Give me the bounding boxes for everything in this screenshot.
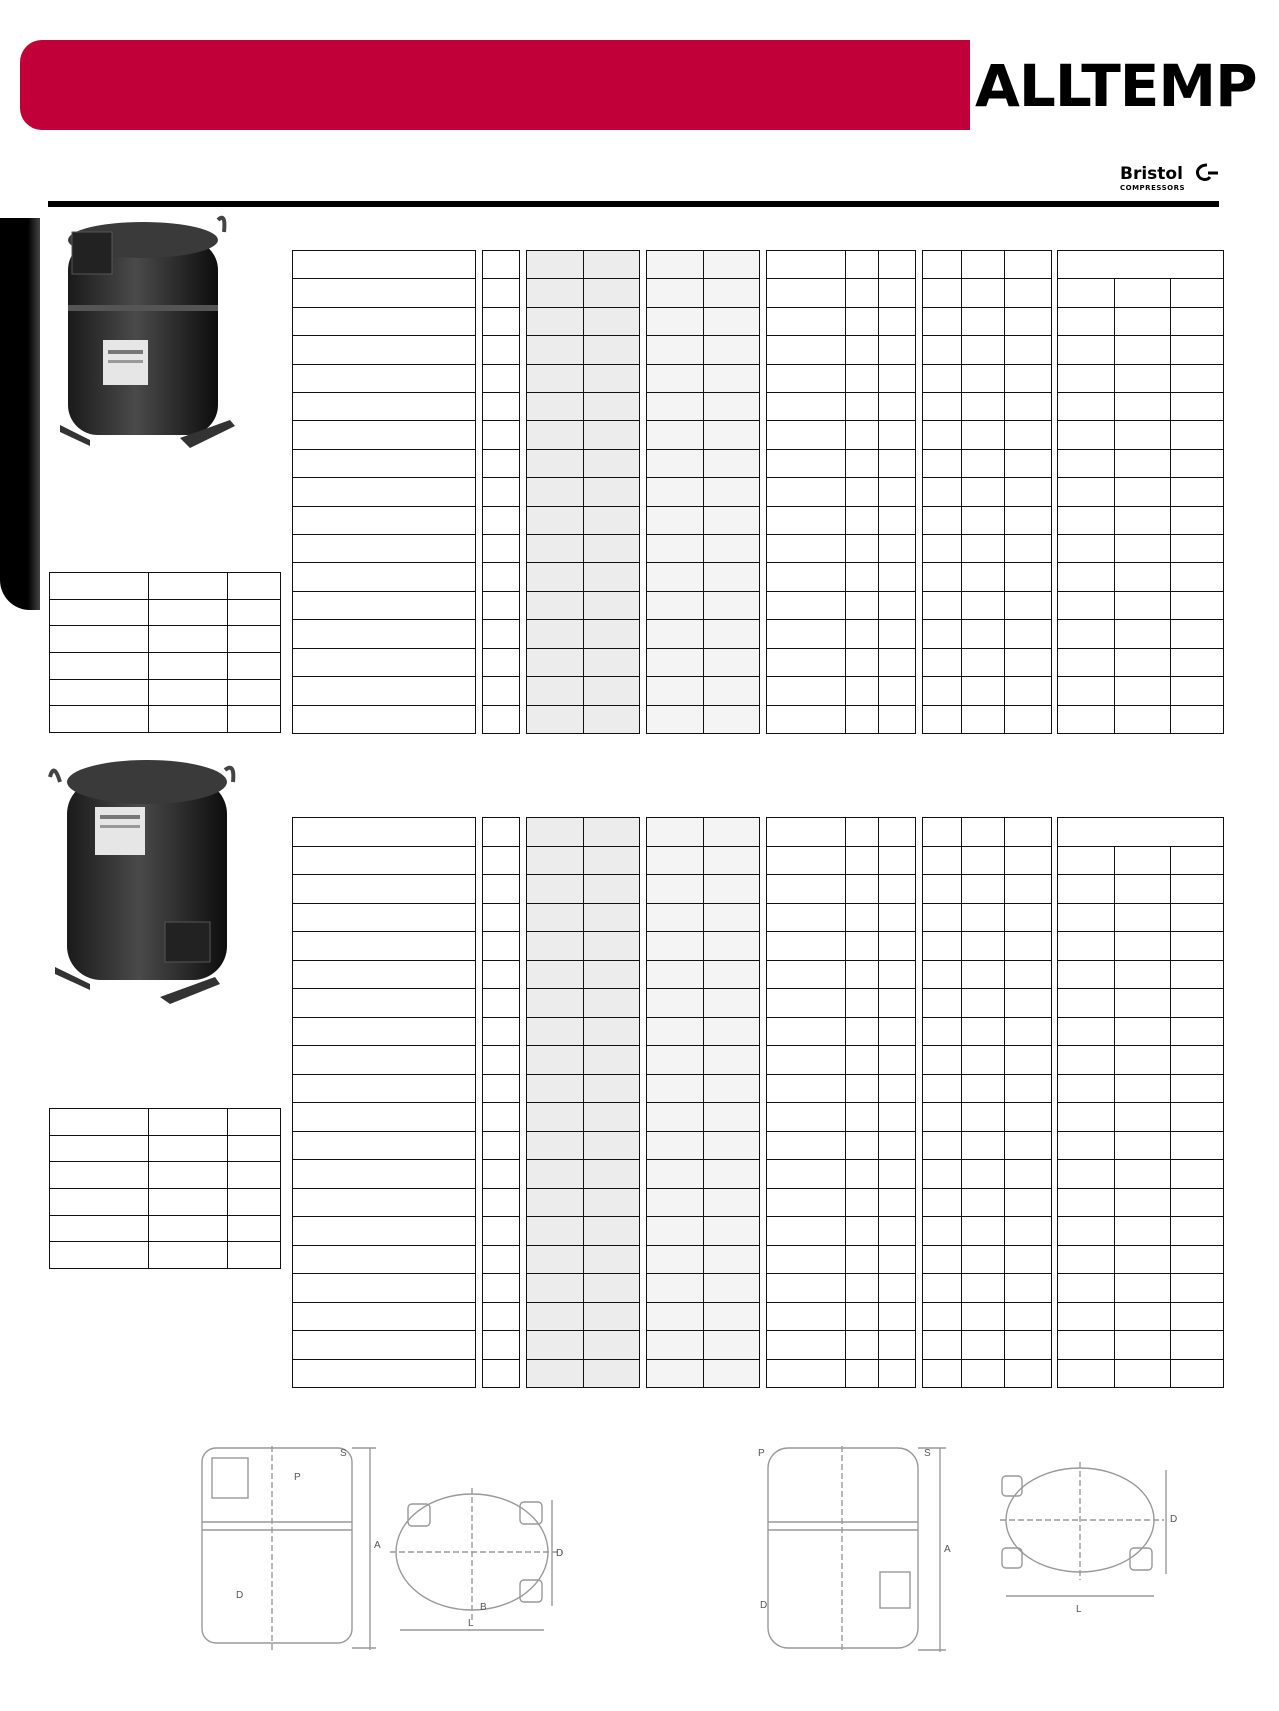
t2-col-c [526,817,640,1388]
bristol-logo [1120,165,1220,199]
compressor-photo-2 [45,752,250,1014]
label-a-right: A [944,1544,951,1555]
bristol-logo-sub: COMPRESSORS [1120,184,1186,192]
label-d-top: D [556,1548,564,1559]
label-b: B [480,1602,487,1613]
compressor-photo-1 [50,210,250,475]
label-l: L [468,1618,474,1629]
t1-col-b [482,250,520,734]
t1-col-c [526,250,640,734]
t2-col-e [766,817,916,1388]
alltemp-logo [975,52,1265,120]
t2-col-d [646,817,760,1388]
label-a: A [374,1540,381,1551]
label-p-right: P [758,1448,765,1459]
dimension-drawing-right [750,1440,1230,1670]
t1-col-f [922,250,1052,734]
t1-col-d [646,250,760,734]
header-banner [20,40,970,130]
t2-col-model [292,817,476,1388]
model-spec-table-1 [49,572,281,733]
dimension-drawing-left [190,1440,750,1670]
label-d-top-right: D [1170,1514,1178,1525]
t2-col-b [482,817,520,1388]
label-s-right: S [924,1448,931,1459]
bristol-swirl-icon [1194,163,1220,185]
label-s: S [340,1448,347,1459]
t2-col-g [1057,817,1224,1388]
label-d-side-right: D [760,1600,768,1611]
t1-col-model [292,250,476,734]
alltemp-logo-text: ALLTEMP [975,52,1257,120]
header-rule [48,201,1219,207]
model-spec-table-2 [49,1108,281,1269]
header-banner-cap [930,40,970,130]
t1-col-e [766,250,916,734]
t1-col-g [1057,250,1224,734]
label-d-side: D [236,1590,244,1601]
bristol-logo-name: Bristol [1120,164,1183,184]
label-p: P [294,1472,301,1483]
t2-col-f [922,817,1052,1388]
label-l-right: L [1076,1604,1082,1615]
side-tab [0,218,40,610]
